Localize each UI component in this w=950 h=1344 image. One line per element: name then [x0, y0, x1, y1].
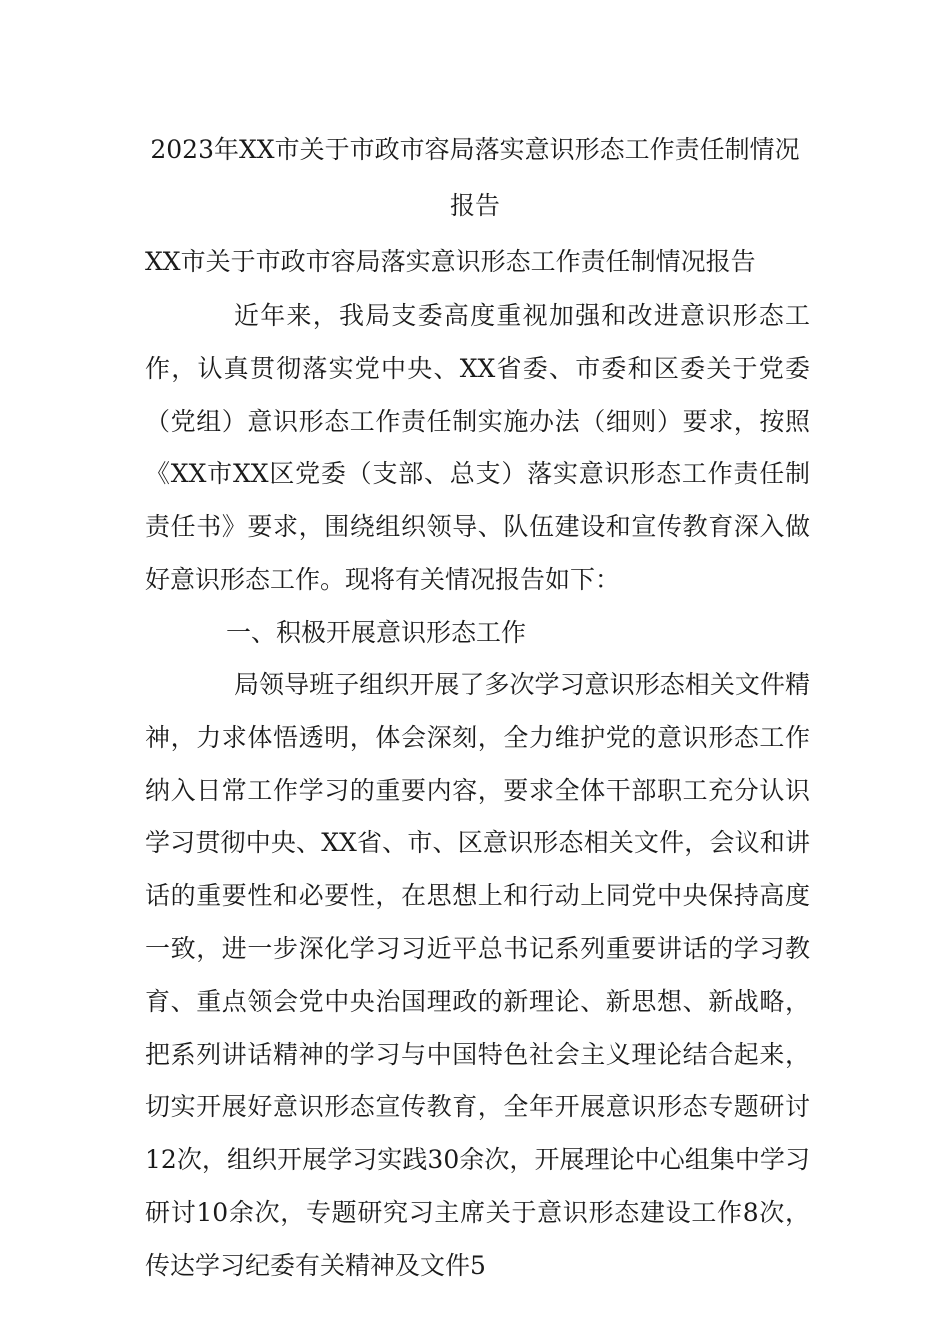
- document-title: 2023年XX市关于市政市容局落实意识形态工作责任制情况报告: [150, 135, 800, 220]
- paragraph-section-1: 局领导班子组织开展了多次学习意识形态相关文件精神，力求体悟透明，体会深刻，全力维护党的意识形态工作纳入日常工作学习的重要内容，要求全体干部职工充分认识学习贯彻中央、XX省、市、区意识形态相关文件，会议和讲话的重要性和必要性，在思想上和行动上同党中央保持高度一致，进一步深化学习习近平总书记系列重要讲话的学习教育、重点领会党中央治国理政的新理论、新思想、新战略，把系列讲话精神的学习与中国特色社会主义理论结合起来，切实开展好意识形态宣传教育，全年开展意识形态专题研讨12次，组织开展学习实践30余次，开展理论中心组集中学习研讨10余次，专题研究习主席关于意识形态建设工作8次，传达学习纪委有关精神及文件5: [145, 670, 810, 1280]
- section-heading-1: 一、积极开展意识形态工作: [226, 618, 527, 647]
- paragraph-intro: 近年来，我局支委高度重视加强和改进意识形态工作，认真贯彻落实党中央、XX省委、市委和区委关于党委（党组）意识形态工作责任制实施办法（细则）要求，按照《XX市XX区党委（支部、总支）落实意识形态工作责任制责任书》要求，围绕组织领导、队伍建设和宣传教育深入做好意识形态工作。现将有关情况报告如下：: [145, 301, 810, 594]
- document-subtitle: XX市关于市政市容局落实意识形态工作责任制情况报告: [145, 247, 756, 276]
